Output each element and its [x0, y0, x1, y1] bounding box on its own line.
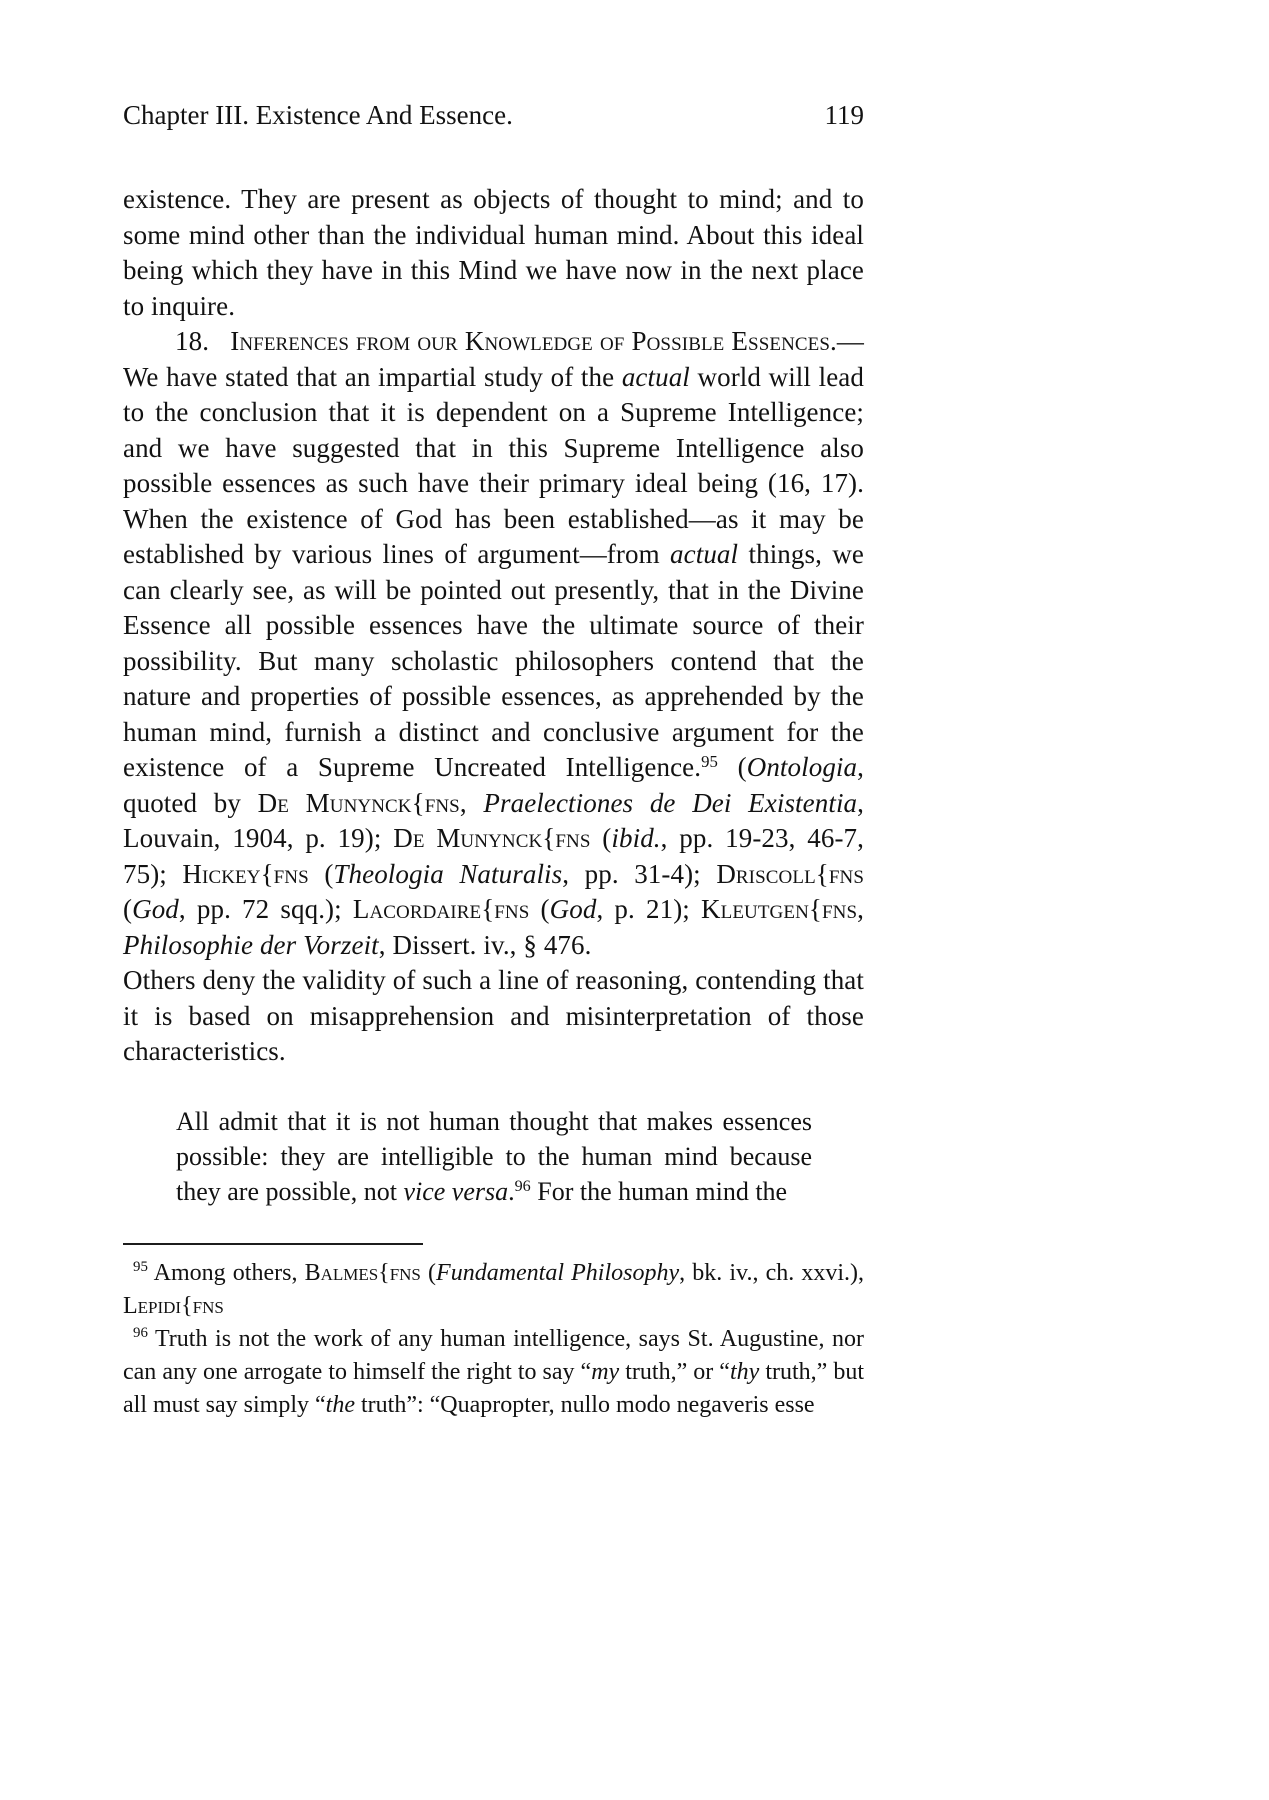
footnote-96: $^{96}$ Truth is not the work of any human intelligence, says St. Augustine, nor can any one arrogate to himself the right to say “my truth,” or “thy truth,” but all must say simply “the truth”: “Quapropter, nullo modo negaveris esse [123, 1325, 865, 1418]
page-header [123, 98, 864, 132]
paragraph-section-18: 18. Inferences from our Knowledge of Possible Essences.—We have stated that an impartial study of the actual world will lead to the conclusion that it is dependent on a Supreme Intelligence; and we have suggested that in this Supreme Intelligence also possible essences as such have their primary ideal being (16, 17). When the existence of God has been established—as it may be established by various lines of argument—from actual things, we can clearly see, as will be pointed out presently, that in the Divine Essence all possible essences have the ultimate source of their possibility. But many scholastic philosophers contend that the nature and properties of possible essences, as apprehended by the human mind, furnish a distinct and conclusive argument for the existence of a Supreme Uncreated Intelligence.$^{95}$ (Ontologia, quoted by De Munynck{fns, Praelectiones de Dei Existentia, Louvain, 1904, p. 19); De Munynck{fns (ibid., pp. 19-23, 46-7, 75); Hickey{fns (Theologia Naturalis, pp. 31-4); Driscoll{fns (God, pp. 72 sqq.); Lacordaire{fns (God, p. 21); Kleutgen{fns, Philosophie der Vorzeit, Dissert. iv., § 476. [123, 326, 865, 960]
page-content [123, 98, 864, 1422]
footnotes-section [123, 1243, 864, 1422]
body-text [123, 182, 864, 1209]
footnote-95: $^{95}$ Among others, Balmes{fns (Fundamental Philosophy, bk. iv., ch. xxvi.), Lepidi{fns [123, 1259, 865, 1319]
footnote-divider [123, 1243, 423, 1245]
page-number: 119 [824, 100, 864, 130]
chapter-title: Chapter III. Existence And Essence. [123, 100, 513, 130]
block-quote: All admit that it is not human thought that makes essences possible: they are intelligible to the human mind because they are possible, not vice versa.$^{96}$ For the human mind the [176, 1106, 812, 1206]
paragraph-continuation: existence. They are present as objects of thought to mind; and to some mind other than the individual human mind. About this ideal being which they have in this Mind we have now in the next place to inquire. [123, 184, 864, 321]
paragraph-others-deny: Others deny the validity of such a line of reasoning, contending that it is based on misapprehension and misinterpretation of those characteristics. [123, 965, 864, 1066]
